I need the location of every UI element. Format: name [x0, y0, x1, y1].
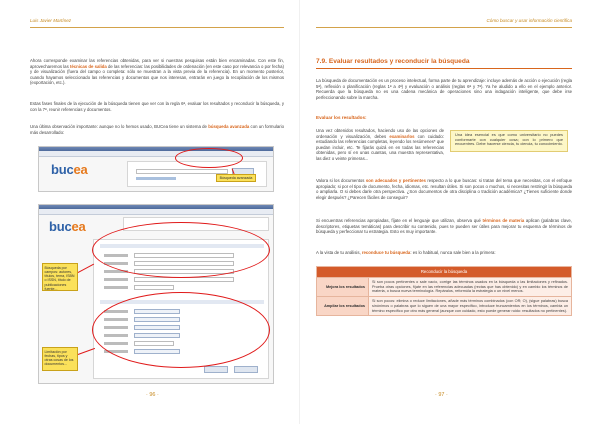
- right-p3-after: respecto a lo que buscas: si tratan del tema que necesitas, con el enfoque apropiado; si por el tipo de documento, fecha, idiomas, etc. resultan útiles. Si son pocos o muchos, si necesitas restringir la búsqueda o ampliarla. O si debes darle otra perspectiva. ¿Son documentos de otra disciplina o tradición académica? ¿Tienes suficiente donde elegir después? ¿Parecen fáciles de conseguir?: [316, 178, 572, 200]
- simple-search-input[interactable]: [136, 169, 228, 174]
- right-p4-after: aplican (palabras clave, descriptores, etiquetas temáticas) para describir su contenido, pues te pueden ser útiles para mejorar tu esquema de términos de búsqueda y perfeccionar tu estrategia. Esto es muy importante.: [316, 218, 572, 234]
- section-title: 7.9. Evaluar resultados y reconducir la búsqueda: [316, 58, 572, 69]
- left-paragraph-3: [30, 124, 284, 135]
- right-p3-highlight: son adecuados y pertinentes: [365, 178, 426, 183]
- left-p3-highlight: búsqueda avanzada: [208, 124, 250, 129]
- right-p5-before: A la vista de tu análisis,: [316, 250, 362, 255]
- table-row-label: Ampliar los resultados: [317, 297, 369, 316]
- bucea-logo-2: [49, 219, 86, 234]
- header-rule-right: [316, 27, 572, 28]
- bucea-logo: [51, 162, 88, 177]
- left-paragraph-1: [30, 58, 284, 86]
- table-header: Reconducir la búsqueda: [317, 267, 572, 278]
- sidebox-note: Una idea esencial es que como universitario no puedes conformarte con cualquier cosa; con lo primero que encuentres. Debe hacerse ciencia, tu ciencia, tu conocimiento.: [450, 130, 568, 152]
- left-p1-after: de las referencias: las posibilidades de ordenación (en este caso por relevancia o por fecha) y de visualización (fuera del campo o completa: sólo se muestran a la vista previa de la referencia). En un momento posterior, cuando hayamos seleccionado las referencias y documentos que nos interesan, entrarán en juego la recopilación de los mismos (exportación, etc.).: [30, 63, 284, 85]
- running-head-left: Luis Javier Martínez: [30, 18, 72, 23]
- right-paragraph-1: La búsqueda de documentación es un proceso intelectual, forma parte de tu aprendizaje: incluye además de acción o ejecución (regla 5ª), reflexión o planificación (reglas 1ª a 4ª) y evaluación o análisis (reglas 6ª y 7ª). Ya he aludido a ello en el ejemplo anterior. Recuerda que la búsqueda no es una cadena mecánica de operaciones sino una indagación inteligente, que debe irse perfeccionando sobre la marcha.: [316, 78, 572, 100]
- annotation-ellipse-fields: [92, 222, 270, 278]
- right-p4-before: Si encuentras referencias apropiadas, fíjate en el lenguaje que utilizan, observa qué: [316, 218, 483, 223]
- annotation-ellipse-advanced: [175, 148, 243, 168]
- bucea-logo-part1: buc: [51, 162, 74, 177]
- annotation-ellipse-limits: [92, 292, 270, 368]
- right-paragraph-3: [316, 178, 572, 200]
- right-p3-before: Valora si los documentos: [316, 178, 366, 183]
- table-row: [317, 297, 572, 316]
- right-p5-highlight: reconduce tu búsqueda: [361, 250, 411, 255]
- right-p2-before: Una vez obtenidos resultados, haciendo uso de las opciones de ordenación y visualización, debes: [316, 128, 444, 139]
- header-rule-left: [30, 27, 284, 28]
- page-number-left: · 96 ·: [146, 392, 159, 398]
- right-paragraph-5: [316, 250, 572, 256]
- right-paragraph-4: [316, 218, 572, 235]
- form-label: [104, 278, 128, 281]
- right-paragraph-2: [316, 128, 444, 161]
- table-row-label: Mejora los resultados: [317, 278, 369, 297]
- form-field[interactable]: [134, 285, 174, 290]
- left-paragraph-2: Estas fases finales de la ejecución de la búsqueda tienen que ver con la regla 6ª, evaluar los resultados y reconducir la búsqueda, y con la 7ª, reunir referencias y documentos.: [30, 101, 284, 112]
- callout-field-search: Búsqueda por campos: autores, títulos, tema, ISBN o ISSN, título de publicaciones fuente...: [42, 263, 78, 291]
- callout-advanced-search: Búsqueda avanzada: [216, 174, 256, 182]
- reconduct-table: [316, 266, 572, 316]
- submit-search-button[interactable]: [204, 366, 228, 373]
- bucea-logo-2-part1: buc: [49, 219, 72, 234]
- reset-search-button[interactable]: [234, 366, 258, 373]
- advanced-search-link[interactable]: [136, 177, 176, 180]
- page-number-right: · 97 ·: [435, 392, 448, 398]
- running-head-right: Cómo buscar y usar información científica: [486, 18, 572, 23]
- table-row: [317, 278, 572, 297]
- left-p3-after: con un formulario más desarrollado:: [30, 124, 284, 135]
- right-page: [300, 0, 600, 424]
- right-p5-after: : es lo habitual, nunca sale bien a la primera:: [410, 250, 496, 255]
- right-p2-highlight: examinarlos: [389, 133, 415, 139]
- left-p1-highlight: técnicas de salida: [69, 63, 107, 69]
- subheading-evaluate: Evaluar los resultados:: [316, 115, 367, 120]
- bucea-logo-part2: ea: [73, 162, 88, 177]
- right-p2-after: con cuidado: estudiando las referencias completas, leyendo los resúmenes* que puedan incluir, etc. Te fijarás quizá en en todas las referencias obtenidas, pero sí en unas cuantas, una muestra representativa, las diez o veinte primeras...: [316, 133, 444, 161]
- callout-limits: Limitación por fechas, tipos y otras cosas de los documentos...: [42, 347, 78, 371]
- right-p4-highlight: términos de materia: [482, 218, 525, 223]
- left-p3-before: Una última observación importante: aunque no lo hemos usado, BUCea tiene un sistema de: [30, 124, 209, 129]
- table-row-text: Si son pocos: elimina o reduce limitaciones, añade más términos combinados (con OR; O), (sigue palabras) busca sinónimos o palabras que lo siguen de una mayor especifico, introduce truncamientos en los términos, cambia un término específico por otro más general (aunque con cuidado, esto puede generar ruido: resultados no pertinentes).: [369, 297, 572, 316]
- form-label: [104, 286, 128, 289]
- left-p1-before: Ahora corresponde examinar las referencias obtenidas, para ver si nuestras pesquisas están bien encaminadas. Con este fin, aprovecharemos las: [30, 58, 284, 69]
- bucea-logo-2-part2: ea: [71, 219, 86, 234]
- table-row-text: Si son pocos pertinentes o sale vacío, corrige las términos usados en la búsqueda o las limitaciones y refinados. Prueba otras opciones, fíjate en las referencias adecuadas (rectas que has obtenido) y en cambio los términos de materia, o busca nueva terminología. Repáralos, reformúla la estrategia o un nivel menos.: [369, 278, 572, 297]
- browser-tabs-2: [39, 209, 273, 215]
- table-header-row: [317, 267, 572, 278]
